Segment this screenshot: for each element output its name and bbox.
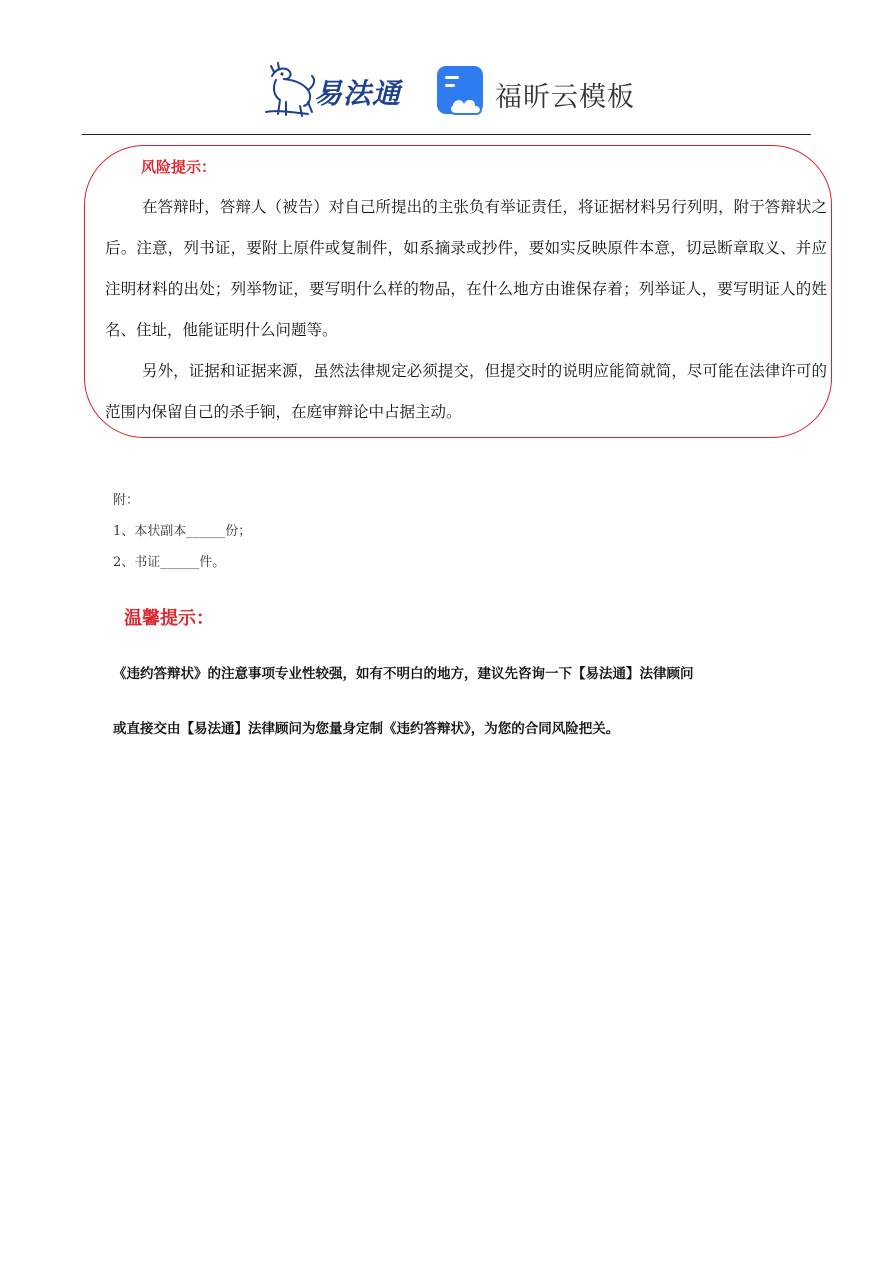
- risk-warning-box: [84, 145, 832, 438]
- warm-tip-line-1: 《违约答辩状》的注意事项专业性较强，如有不明白的地方，建议先咨询一下【易法通】法律顾问: [113, 666, 694, 682]
- header-divider: [82, 134, 811, 135]
- fuxin-brand-name: 福昕云模板: [495, 82, 635, 113]
- fuxin-cloud-doc-icon: [436, 64, 488, 118]
- qilin-emblem-icon: [262, 62, 318, 120]
- page-header: [0, 58, 893, 122]
- warm-tip-title: 温馨提示：: [124, 608, 214, 629]
- warm-tip-line-2: 或直接交由【易法通】法律顾问为您量身定制《违约答辩状》，为您的合同风险把关。: [113, 721, 620, 737]
- yifatong-logo: [262, 62, 412, 120]
- attachment-item-copies: 1、本状副本______份；: [113, 524, 252, 539]
- risk-warning-title: 风险提示：: [141, 158, 217, 176]
- attachments-label: 附：: [113, 493, 140, 508]
- yifatong-brand-name: 易法通: [314, 77, 402, 110]
- risk-warning-paragraph-2: 另外，证据和证据来源，虽然法律规定必须提交，但提交时的说明应能简就简，尽可能在法律许可的范围内保留自己的杀手锏，在庭审辩论中占据主动。: [105, 362, 827, 421]
- attachment-item-documentary-evidence: 2、书证______件。: [113, 555, 226, 570]
- fuxin-logo: [436, 64, 636, 118]
- risk-warning-paragraph-1: 在答辩时，答辩人（被告）对自己所提出的主张负有举证责任，将证据材料另行列明，附于答辩状之后。注意，列书证，要附上原件或复制件，如系摘录或抄件，要如实反映原件本意，切忌断章取义、并应注明材料的出处；列举物证，要写明什么样的物品，在什么地方由谁保存着；列举证人，要写明证人的姓名、住址，他能证明什么问题等。: [105, 198, 827, 339]
